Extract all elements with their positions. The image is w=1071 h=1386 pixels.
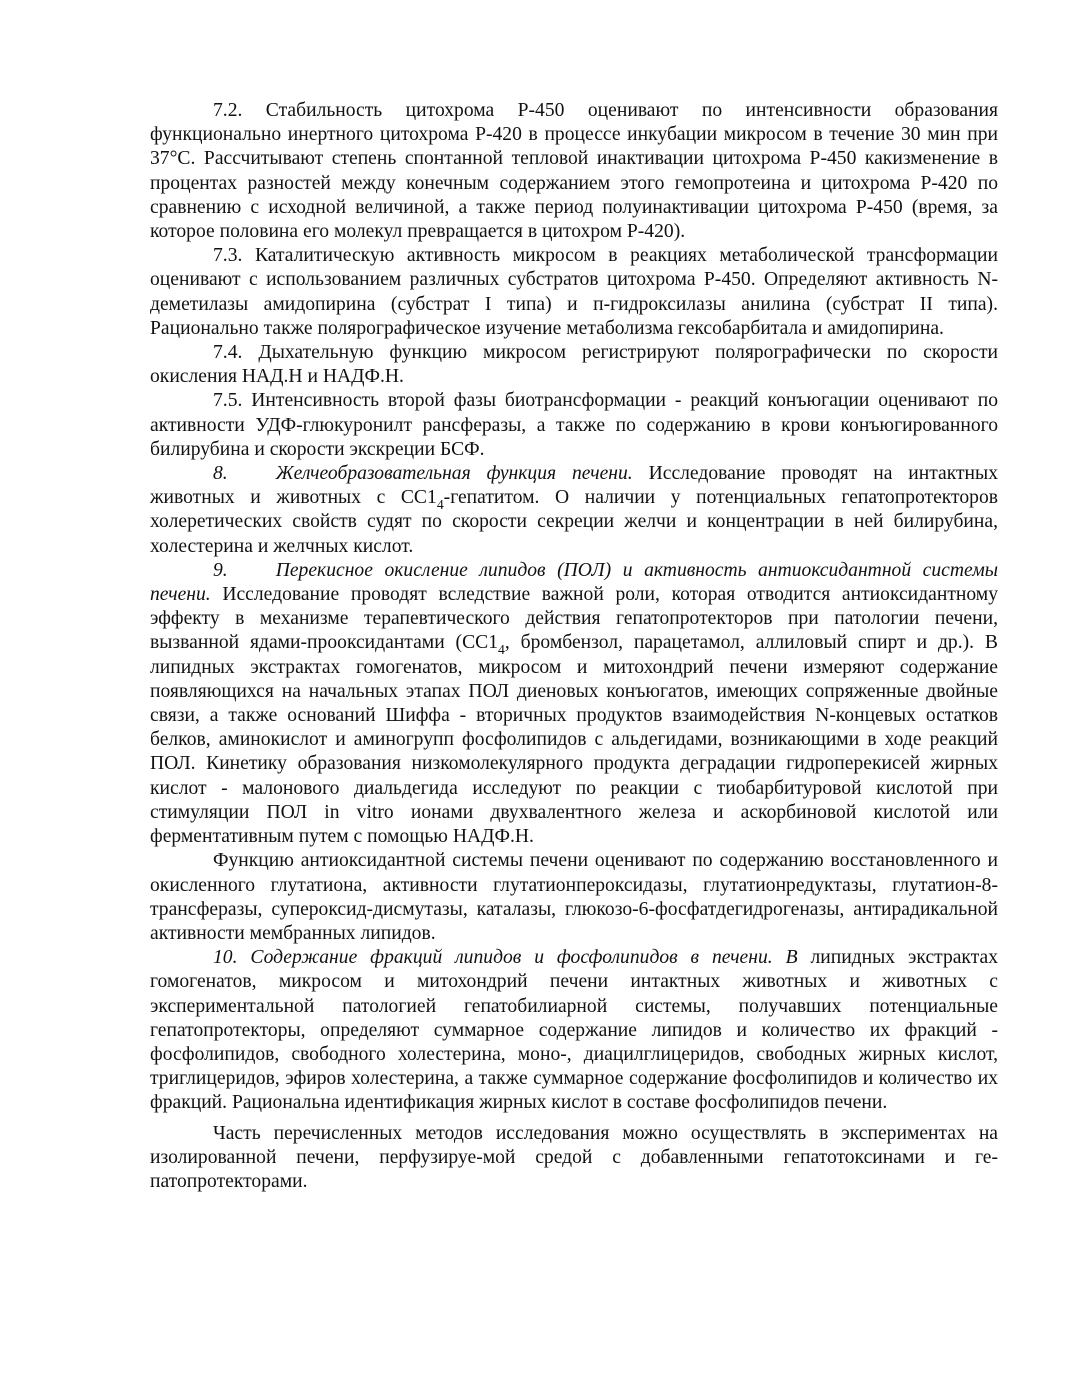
section-title: Перекисное окисление липидов (ПОЛ) и активность антиоксидантной системы печени. [150, 559, 998, 606]
paragraph-7-3: 7.3. Каталитическую активность микросом в реакциях метаболической трансформации оценивают с использованием различных субстратов цитохрома Р-450. Определяют активность N-деметилазы амидопирина (субстрат I типа) и п-гидроксилазы анилина (субстрат II типа). Рационально также полярографическое изучение метаболизма гексобарбитала и амидопирина. [150, 245, 998, 339]
subscript: 4 [498, 642, 505, 658]
document-page [150, 99, 998, 1194]
section-title: 10. Содержание фракций липидов и фосфолипидов в печени. В [213, 947, 798, 969]
paragraph-9-antioxidant: Функцию антиоксидантной системы печени оценивают по содержанию восстановленного и окисленного глутатиона, активности глутатионпероксидазы, глутатионредуктазы, глутатион-8-трансферазы, супероксид-дисмутазы, каталазы, глюкозо-6-фосфатдегидрогеназы, антирадикальной активности мембранных липидов. [150, 850, 998, 944]
section-text: -гепатитом. О наличии у потенциальных гепатопротекторов холеретических свойств судят по скорости секреции желчи и концентрации в ней билирубина, холестерина и желчных кислот. [150, 487, 998, 557]
subscript: 4 [436, 497, 444, 513]
paragraph-8 [150, 462, 998, 559]
paragraph-10 [150, 946, 998, 1115]
section-text: Исследование проводят вследствие важной роли, которая отводится антиоксидантному эффекту в механизме терапевтического действия гепатопротекторов при патологии печени, вызванной ядами-прооксидантами (СС1 [150, 584, 998, 654]
section-number: 8. [213, 463, 228, 485]
section-title: Желчеобразовательная функция печени. [275, 463, 633, 485]
section-text: липидных экстрактах гомогенатов, микросом и митохондрий печени интактных животных и животных с экспериментальной патологией гепатобилиарной системы, получавших потенциальные гепатопротекторы, определяют суммарное содержание липидов и количество их фракций - фосфолипидов, свободного холестерина, моно-, диацилглицеридов, свободных жирных кислот, триглицеридов, эфиров холестерина, а также суммарное содержание фосфолипидов и количество их фракций. Рациональна идентификация жирных кислот в составе фосфолипидов печени. [150, 947, 998, 1114]
paragraph-7-2: 7.2. Стабильность цитохрома Р-450 оценивают по интенсивности образования функционально инертного цитохрома Р-420 в процессе инкубации микросом в течение 30 мин при 37°С. Рассчитывают степень спонтанной тепловой инактивации цитохрома Р-450 какизменение в процентах разностей между конечным содержанием этого гемопротеина и цитохрома Р-420 по сравнению с исходной величиной, а также период полуинактивации цитохрома Р-450 (время, за которое половина его молекул превращается в цитохром Р-420). [150, 100, 998, 243]
paragraph-7-4: 7.4. Дыхательную функцию микросом регистрируют полярографически по скорости окисления НАД.Н и НАДФ.Н. [150, 342, 998, 388]
paragraph-9 [150, 559, 998, 849]
section-number: 9. [213, 559, 228, 581]
section-text: Исследование проводят на интактных животных и животных с СС1 [150, 463, 999, 509]
section-text: , бромбензол, парацетамол, аллиловый спирт и др.). В липидных экстрактах гомогенатов, микросом и митохондрий печени измеряют содержание появляющихся на начальных этапах ПОЛ диеновых конъюгатов, имеющих сопряженные двойные связи, а также оснований Шиффа - вторичных продуктов взаимодействия N-концевых остатков белков, аминокислот и аминогрупп фосфолипидов с альдегидами, возникающими в ходе реакций ПОЛ. Кинетику образования низкомолекулярного продукта деградации гидроперекисей жирных кислот - малонового диальдегида исследуют по реакции с тиобарбитуровой кислотой при стимуляции ПОЛ in vitro ионами двухвалентного железа и аскорбиновой кислотой или ферментативным путем с помощью НАДФ.Н. [150, 632, 998, 848]
paragraph-closing: Часть перечисленных методов исследования можно осуществлять в экспериментах на изолированной печени, перфузируе-мой средой с добавленными гепатотоксинами и ге-патопротекторами. [150, 1122, 998, 1192]
paragraph-7-5: 7.5. Интенсивность второй фазы биотрансформации - реакций конъюгации оценивают по активности УДФ-глюкуронилт рансферазы, а также по содержанию в крови конъюгированного билирубина и скорости экскреции БСФ. [150, 390, 998, 460]
